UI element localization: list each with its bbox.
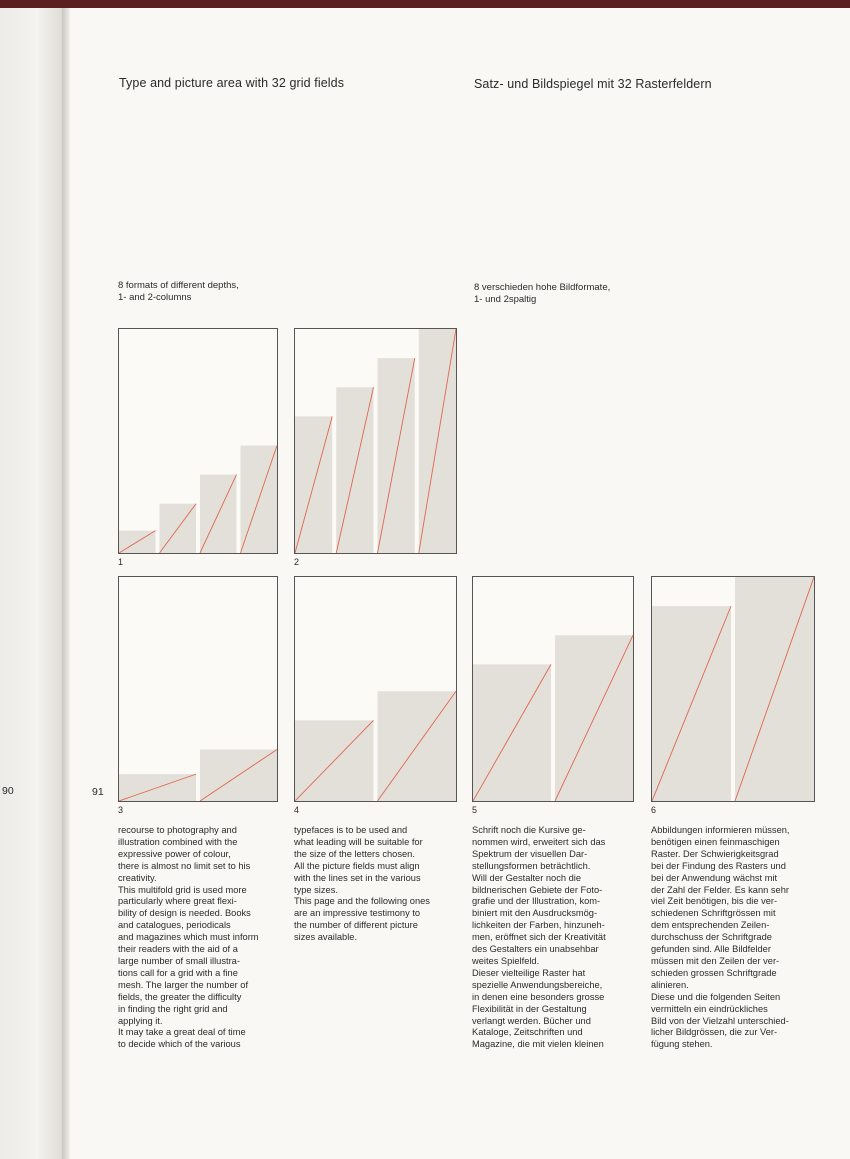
text-col3-line: weites Spielfeld. <box>472 955 540 966</box>
figure-svg <box>295 329 456 553</box>
text-col2-line: typefaces is to be used and <box>294 825 408 835</box>
text-col3-line: stellungsformen beträchtlich. <box>472 860 591 871</box>
text-column-1 <box>118 825 288 1051</box>
text-col1-line: bility of design is needed. Books <box>118 908 251 919</box>
text-col3-line: spezielle Anwendungsbereiche, <box>472 979 603 990</box>
figure-svg <box>119 329 277 553</box>
text-col1-line: This multifold grid is used more <box>118 884 247 895</box>
text-col2-line: This page and the following ones <box>294 896 430 907</box>
left-page-edge <box>0 8 62 1159</box>
text-col1-line: and catalogues, periodicals <box>118 920 231 931</box>
text-col4-line: schiedenen Schriftgrössen mit <box>651 908 776 919</box>
text-col1-line: mesh. The larger the number of <box>118 979 249 990</box>
text-col1-line: tions call for a grid with a fine <box>118 967 238 978</box>
text-col1-line: illustration combined with the <box>118 836 238 847</box>
text-col1-line: their readers with the aid of a <box>118 944 238 955</box>
text-col1-line: recourse to photography and <box>118 825 237 835</box>
text-col3-line: lichkeiten der Farben, hinzuneh- <box>472 920 605 931</box>
heading-english: Type and picture area with 32 grid fields <box>119 76 345 90</box>
figure-panel-2 <box>294 328 457 554</box>
text-col3-line: men, eröffnet sich der Kreativität <box>472 932 606 943</box>
figure-number-2: 2 <box>294 557 300 567</box>
page-number-left: 90 <box>2 785 14 797</box>
text-col2-line: All the picture fields must align <box>294 860 420 871</box>
figure-panel-5 <box>472 576 634 802</box>
subheading-german-line-2: 1- und 2spaltig <box>474 294 537 305</box>
text-col4-line: alinieren. <box>651 979 689 990</box>
page-top-edge <box>0 0 850 8</box>
text-col1-line: applying it. <box>118 1015 163 1026</box>
text-col4-line: Diese und die folgenden Seiten <box>651 991 781 1002</box>
text-col3-line: Flexibilität in der Gestaltung <box>472 1003 587 1014</box>
text-col3-line: des Gestalters ein unabsehbar <box>472 944 599 955</box>
text-col3-line: Spektrum der visuellen Dar- <box>472 848 588 859</box>
text-col1-line: to decide which of the various <box>118 1039 241 1050</box>
book-gutter-shadow <box>62 8 70 1159</box>
figure-number-3: 3 <box>118 805 124 815</box>
text-col2-line: sizes available. <box>294 932 358 943</box>
text-col4-line: müssen mit den Zeilen der ver- <box>651 955 780 966</box>
text-col4-line: viel Zeit benötigen, bis die ver- <box>651 896 778 907</box>
text-col4-line: benötigen einen feinmaschigen <box>651 836 780 847</box>
text-column-2 <box>294 825 464 944</box>
text-col3-line: verlangt werden. Bücher und <box>472 1015 591 1026</box>
text-col1-line: expressive power of colour, <box>118 848 231 859</box>
text-col4-line: licher Bildgrössen, die zur Ver- <box>651 1027 778 1038</box>
text-col3-line: Magazine, die mit vielen kleinen <box>472 1039 604 1050</box>
text-col3-line: Dieser vielteilige Raster hat <box>472 967 586 978</box>
text-col4-line: fügung stehen. <box>651 1039 713 1050</box>
text-col3-line: nommen wird, erweitert sich das <box>472 836 606 847</box>
text-col3-line: biniert mit den Ausdrucksmög- <box>472 908 598 919</box>
text-col4-line: der Zahl der Felder. Es kann sehr <box>651 884 789 895</box>
text-col1-line: fields, the greater the difficulty <box>118 991 242 1002</box>
figure-svg <box>295 577 456 801</box>
text-col1-line: large number of small illustra- <box>118 955 240 966</box>
text-col2-line: what leading will be suitable for <box>294 836 423 847</box>
text-col1-line: creativity. <box>118 872 157 883</box>
text-column-3 <box>472 825 642 1051</box>
subheading-german-line-1: 8 verschieden hohe Bildformate, <box>474 282 611 293</box>
text-col4-line: Raster. Der Schwierigkeitsgrad <box>651 848 779 859</box>
figure-svg <box>652 577 814 801</box>
text-col1-line: there is almost no limit set to his <box>118 860 251 871</box>
text-col3-line: in denen eine besonders grosse <box>472 991 605 1002</box>
text-col2-line: are an impressive testimony to <box>294 908 421 919</box>
figure-number-5: 5 <box>472 805 478 815</box>
text-col3-line: Kataloge, Zeitschriften und <box>472 1027 583 1038</box>
text-col2-line: type sizes. <box>294 884 338 895</box>
figure-number-1: 1 <box>118 557 124 567</box>
subheading-english-line-1: 8 formats of different depths, <box>118 280 239 291</box>
text-col4-line: vermitteln ein eindrückliches <box>651 1003 768 1014</box>
text-col4-line: schieden grossen Schriftgrade <box>651 967 777 978</box>
text-col4-line: Bild von der Vielzahl unterschied- <box>651 1015 789 1026</box>
text-col1-line: It may take a great deal of time <box>118 1027 246 1038</box>
text-col3-line: grafie und der Illustration, kom- <box>472 896 601 907</box>
figure-panel-6 <box>651 576 815 802</box>
text-col4-line: Abbildungen informieren müssen, <box>651 825 790 835</box>
heading-german: Satz- und Bildspiegel mit 32 Rasterfeldern <box>474 77 712 91</box>
text-col3-line: bildnerischen Gebiete der Foto- <box>472 884 603 895</box>
text-col4-line: bei der Anwendung wächst mit <box>651 872 778 883</box>
figure-number-4: 4 <box>294 805 300 815</box>
text-col4-line: durchschuss der Schriftgrade <box>651 932 772 943</box>
text-column-4 <box>651 825 821 1051</box>
figure-svg <box>473 577 633 801</box>
figure-svg <box>119 577 277 801</box>
subheading-english-line-2: 1- and 2-columns <box>118 292 192 303</box>
page-number-right: 91 <box>92 786 104 798</box>
text-col4-line: gefunden sind. Alle Bildfelder <box>651 944 771 955</box>
figure-panel-4 <box>294 576 457 802</box>
subheading-german <box>474 282 664 306</box>
figure-panel-1 <box>118 328 278 554</box>
figure-panel-3 <box>118 576 278 802</box>
text-col3-line: Schrift noch die Kursive ge- <box>472 825 586 835</box>
text-col1-line: particularly where great flexi- <box>118 896 237 907</box>
text-col4-line: dem entsprechenden Zeilen- <box>651 920 770 931</box>
text-col1-line: and magazines which must inform <box>118 932 259 943</box>
figure-number-6: 6 <box>651 805 657 815</box>
text-col3-line: Will der Gestalter noch die <box>472 872 582 883</box>
text-col2-line: the size of the letters chosen. <box>294 848 415 859</box>
text-col4-line: bei der Findung des Rasters und <box>651 860 786 871</box>
text-col1-line: in finding the right grid and <box>118 1003 228 1014</box>
subheading-english <box>118 280 308 304</box>
text-col2-line: with the lines set in the various <box>294 872 421 883</box>
text-col2-line: the number of different picture <box>294 920 418 931</box>
